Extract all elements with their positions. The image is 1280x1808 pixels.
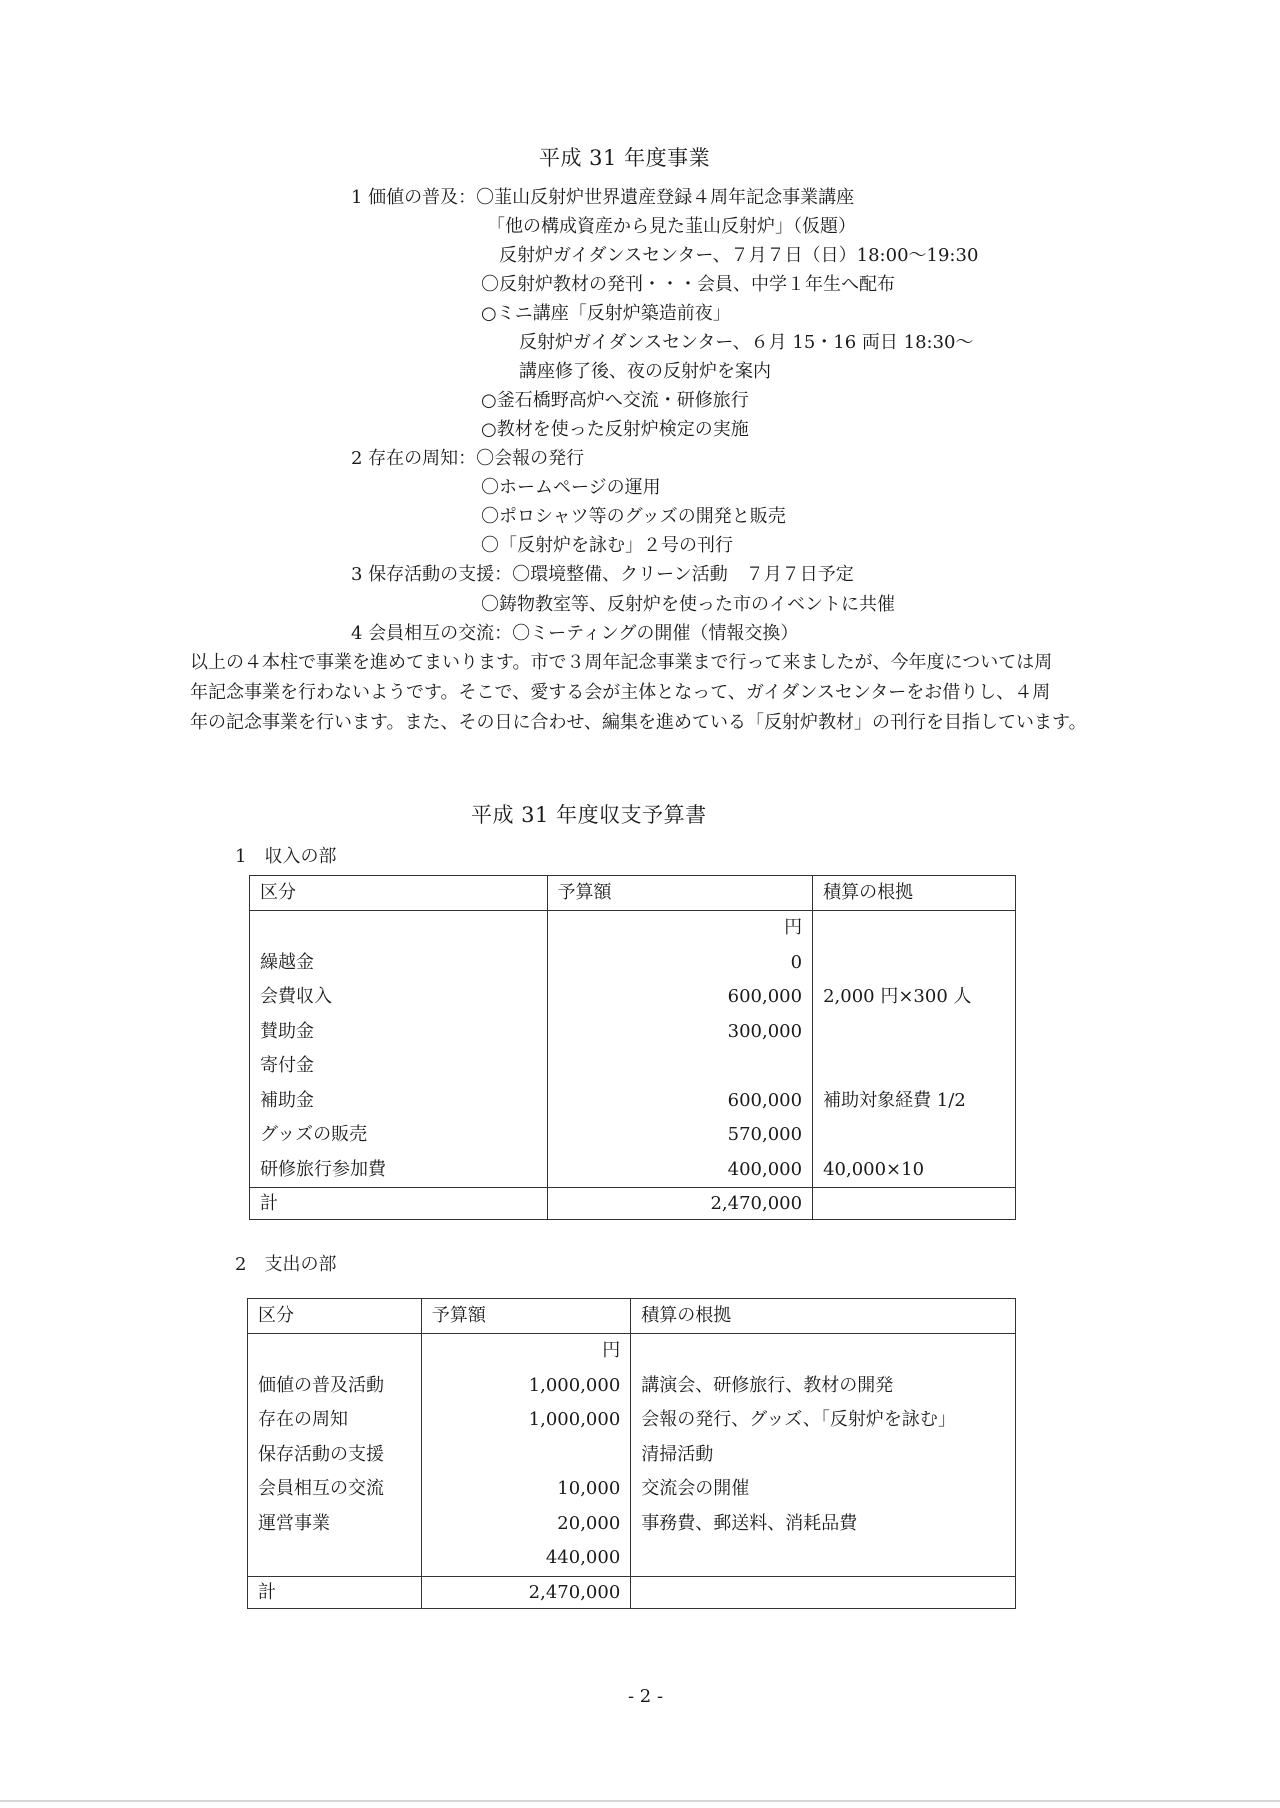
row-label: 賛助金 — [260, 1020, 314, 1042]
total-amount: 2,470,000 — [421, 1576, 630, 1608]
expense-total-row — [248, 1576, 1016, 1608]
header-category: 区分 — [248, 1299, 422, 1334]
row-label: グッズの販売 — [260, 1124, 368, 1145]
row-amount: 1,000,000 — [528, 1374, 621, 1396]
row-amount: 300,000 — [727, 1020, 803, 1042]
page-number: - 2 - — [628, 1686, 664, 1707]
income-header-row — [250, 876, 1016, 911]
business-line: ○教材を使った反射炉検定の実施 — [481, 419, 749, 440]
row-label: 寄付金 — [260, 1055, 314, 1076]
header-basis: 積算の根拠 — [631, 1299, 1016, 1334]
income-amounts — [547, 911, 813, 1188]
expense-labels — [248, 1334, 422, 1577]
business-line: 「他の構成資産から見た韮山反射炉」（仮題） — [487, 216, 856, 237]
row-label: 存在の周知 — [258, 1409, 348, 1430]
business-line: ○釜石橋野高炉へ交流・研修旅行 — [481, 390, 749, 411]
row-basis: 清掃活動 — [641, 1443, 714, 1465]
header-basis: 積算の根拠 — [813, 876, 1016, 911]
business-line: 講座修了後、夜の反射炉を案内 — [519, 361, 771, 382]
income-labels — [250, 911, 548, 1188]
row-label: 補助金 — [260, 1089, 314, 1111]
row-amount: 20,000 — [557, 1512, 621, 1534]
row-amount: 400,000 — [727, 1158, 803, 1180]
row-amount: 0 — [790, 951, 803, 973]
row-label: 会費収入 — [260, 986, 332, 1007]
header-amount: 予算額 — [421, 1299, 630, 1334]
row-basis — [823, 946, 1005, 981]
row-basis: 40,000×10 — [823, 1158, 925, 1180]
row-amount: 10,000 — [557, 1478, 621, 1499]
expense-amounts — [421, 1334, 630, 1577]
scan-edge-line — [0, 1800, 1280, 1802]
total-basis — [813, 1188, 1016, 1220]
budget-title: 平成 31 年度収支予算書 — [471, 803, 707, 827]
expense-table — [247, 1298, 1016, 1609]
row-label: 保存活動の支援 — [258, 1443, 384, 1465]
business-line: 〇ポロシャツ等のグッズの開発と販売 — [481, 506, 786, 527]
business-title: 平成 31 年度事業 — [539, 146, 711, 170]
paragraph-line: 年記念事業を行わないようです。そこで、愛する会が主体となって、ガイダンスセンターをお借りし、４周 — [190, 682, 1051, 703]
row-basis — [641, 1541, 1005, 1576]
expense-basis — [631, 1334, 1016, 1577]
row-basis: 補助対象経費 1/2 — [823, 1089, 966, 1111]
business-line: 反射炉ガイダンスセンター、６月 15・16 両日 18:30〜 — [519, 332, 974, 353]
row-amount: 570,000 — [727, 1124, 803, 1145]
row-basis — [823, 1049, 1005, 1084]
total-label: 計 — [248, 1576, 422, 1608]
income-total-row — [250, 1188, 1016, 1220]
business-line: 〇ホームページの運用 — [481, 477, 661, 498]
row-label — [258, 1541, 411, 1576]
business-line: 1 価値の普及：〇韮山反射炉世界遺産登録４周年記念事業講座 — [351, 187, 855, 208]
row-amount — [558, 1049, 803, 1084]
row-basis — [823, 1015, 1005, 1050]
row-basis: 2,000 円×300 人 — [823, 986, 972, 1007]
row-basis: 講演会、研修旅行、教材の開発 — [641, 1374, 894, 1396]
header-amount: 予算額 — [547, 876, 813, 911]
business-line: 3 保存活動の支援：〇環境整備、クリーン活動 ７月７日予定 — [351, 564, 854, 585]
row-amount — [432, 1438, 620, 1473]
expense-body-row — [248, 1334, 1016, 1577]
business-line: 4 会員相互の交流：〇ミーティングの開催（情報交換） — [351, 623, 799, 644]
header-category: 区分 — [250, 876, 548, 911]
paragraph-line: 年の記念事業を行います。また、その日に合わせ、編集を進めている「反射炉教材」の刊行を目指しています。 — [190, 712, 1087, 733]
income-heading: 1 収入の部 — [235, 846, 337, 867]
total-label: 計 — [250, 1188, 548, 1220]
row-label: 運営事業 — [258, 1512, 330, 1534]
paragraph-line: 以上の４本柱で事業を進めてまいります。市で３周年記念事業まで行って来ましたが、今年度については周 — [190, 652, 1053, 673]
income-basis — [813, 911, 1016, 1188]
row-label: 繰越金 — [260, 951, 314, 973]
row-basis: 会報の発行、グッズ、「反射炉を詠む」 — [641, 1409, 956, 1430]
total-amount: 2,470,000 — [547, 1188, 813, 1220]
row-amount: 600,000 — [727, 1089, 803, 1111]
expense-header-row — [248, 1299, 1016, 1334]
business-line: ○ミニ講座「反射炉築造前夜」 — [481, 303, 731, 324]
row-basis: 交流会の開催 — [641, 1478, 750, 1499]
business-line: 反射炉ガイダンスセンター、７月７日（日）18:00〜19:30 — [499, 245, 979, 266]
income-table — [249, 875, 1016, 1220]
business-summary-paragraph — [190, 648, 1150, 738]
row-label: 会員相互の交流 — [258, 1478, 384, 1499]
row-label: 研修旅行参加費 — [260, 1158, 386, 1180]
unit-label: 円 — [784, 917, 803, 938]
business-line: 2 存在の周知：〇会報の発行 — [351, 448, 585, 469]
row-amount: 600,000 — [727, 986, 803, 1007]
row-basis: 事務費、郵送料、消耗品費 — [641, 1512, 858, 1534]
expense-heading: 2 支出の部 — [235, 1254, 337, 1275]
business-line: 〇「反射炉を詠む」２号の刊行 — [481, 535, 733, 556]
unit-label: 円 — [602, 1340, 621, 1361]
business-line: 〇反射炉教材の発刊・・・会員、中学１年生へ配布 — [481, 274, 895, 295]
business-line: 〇鋳物教室等、反射炉を使った市のイベントに共催 — [481, 594, 895, 615]
row-amount: 1,000,000 — [528, 1409, 621, 1430]
total-basis — [631, 1576, 1016, 1608]
row-basis — [823, 1118, 1005, 1153]
row-amount: 440,000 — [545, 1547, 621, 1568]
income-body-row — [250, 911, 1016, 1188]
row-label: 価値の普及活動 — [258, 1374, 384, 1396]
